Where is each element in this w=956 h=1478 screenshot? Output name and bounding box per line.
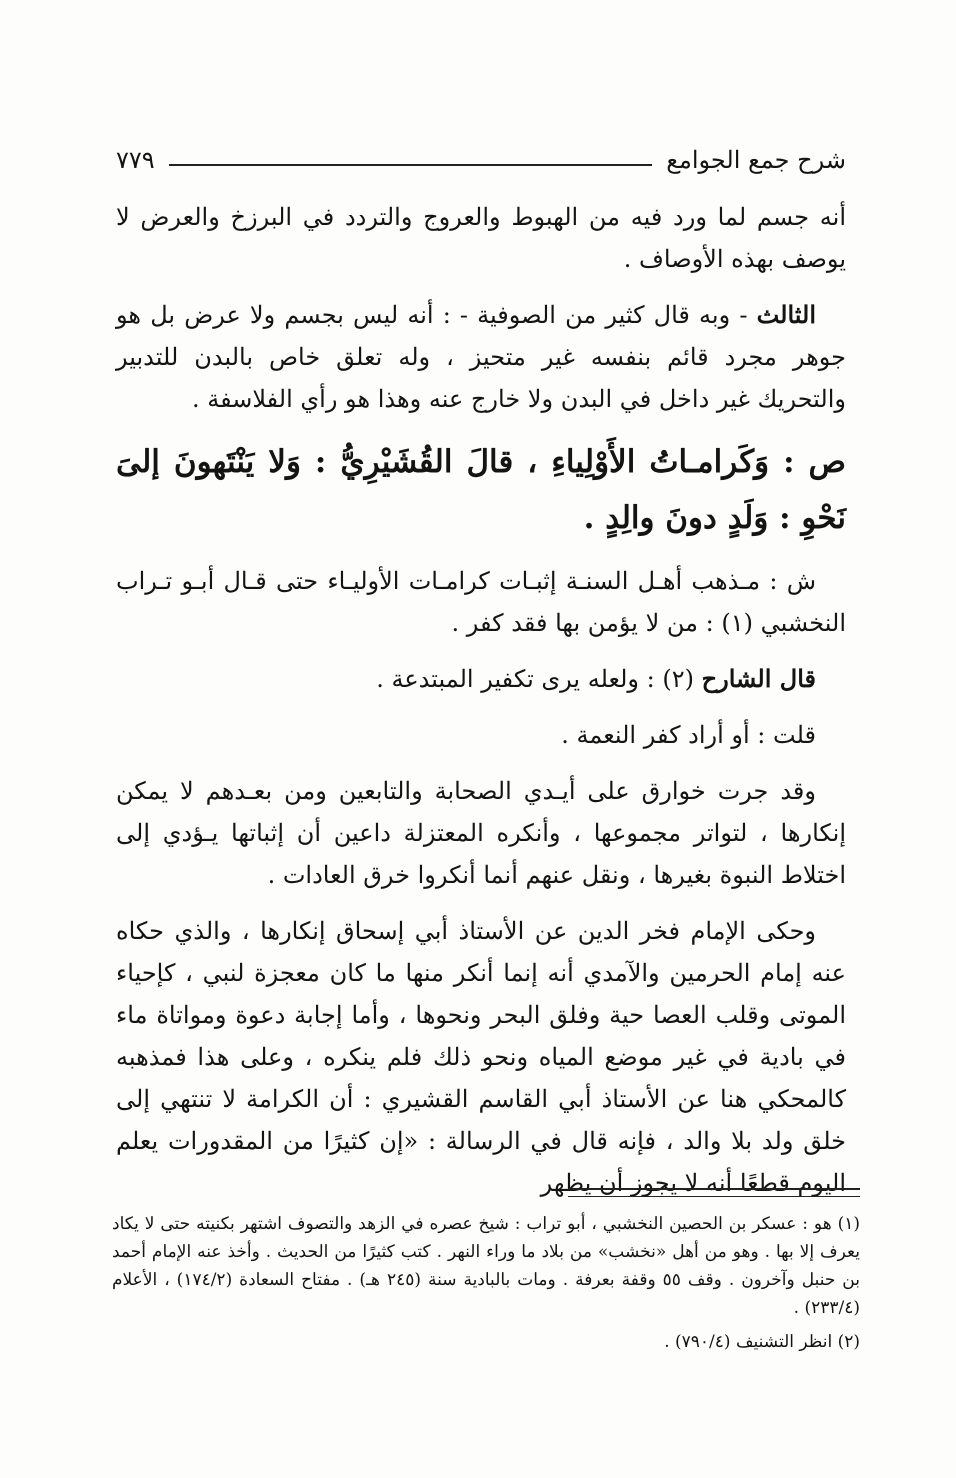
paragraph-1: أنه جسم لما ورد فيه من الهبوط والعروج والتردد في البرزخ والعرض لا يوصف بهذه الأوصاف . <box>116 203 846 273</box>
paragraph-3: ش : مـذهب أهـل السنـة إثبـات كرامـات الأوليـاء حتى قـال أبـو تـراب النخشبي (١) : من لا يؤمن بها فقد كفر . <box>116 567 846 637</box>
paragraph-4-text: (٢) : ولعله يرى تكفير المبتدعة . <box>376 665 702 693</box>
paragraph-2-text: - وبه قال كثير من الصوفية - : أنه ليس بجسم ولا عرض بل هو جوهر مجرد قائم بنفسه غير متحيز ، وله تعلق خاص بالبدن للتدبير والتحريك غير داخل في البدن ولا خارج عنه وهذا هو رأي الفلاسفة . <box>116 301 846 413</box>
paragraph-7: وحكى الإمام فخر الدين عن الأستاذ أبي إسحاق إنكارها ، والذي حكاه عنه إمام الحرمين والآمدي أنه إنما أنكر منها ما كان معجزة لنبي ، كإحياء الموتى وقلب العصا حية وفلق البحر ونحوها ، وأما إجابة دعوة ومواتاة ماء في بادية في غير موضع المياه ونحو ذلك فلم ينكره ، وعلى هذا فمذهبه كالمحكي هنا عن الأستاذ أبي القاسم القشيري : أن الكرامة لا تنتهي إلى خلق ولد بلا والد ، فإنه قال في الرسالة : «إن كثيرًا من المقدورات يعلم اليوم قطعًا أنه لا يجوز أن يظهر <box>116 917 846 1197</box>
paragraph-6: وقد جرت خوارق على أيـدي الصحابة والتابعين ومن بعـدهم لا يمكن إنكارها ، لتواتر مجموعها ، وأنكره المعتزلة داعين أن إثباتها يـؤدي إلى اختلاط النبوة بغيرها ، ونقل عنهم أنما أنكروا خرق العادات . <box>116 777 846 889</box>
footnote-1: (١) هو : عسكر بن الحصين النخشبي ، أبو تراب : شيخ عصره في الزهد والتصوف اشتهر بكنيته حتى لا يكاد يعرف إلا بها . وهو من أهل «نخشب» من بلاد ما وراء النهر . كتب كثيرًا من الحديث . وأخذ عنه الإمام أحمد بن حنبل وآخرون . وقف ٥٥ وقفة بعرفة . ومات بالبادية سنة (٢٤٥ هـ) . مفتاح السعادة (١٧٤/٢) ، الأعلام (٢٣٣/٤) . <box>112 1214 860 1318</box>
page-number: ٧٧٩ <box>116 146 155 174</box>
main-text <box>116 196 846 1218</box>
paragraph-5: قلت : أو أراد كفر النعمة . <box>561 721 816 749</box>
paragraph-4-lead: قال الشارح <box>701 664 816 693</box>
book-title: شرح جمع الجوامع <box>666 146 846 174</box>
matn-text: ص : وَكَرامـاتُ الأَوْلِياءِ ، قالَ القُشَيْرِيُّ : وَلا يَنْتَهونَ إلىَ نَحْوِ : وَلَدٍ دونَ والِدٍ . <box>116 444 846 536</box>
running-header <box>116 140 846 180</box>
paragraph-4 <box>116 658 846 700</box>
footnote-separator <box>568 1188 860 1197</box>
footnotes <box>112 1210 860 1362</box>
header-rule <box>169 164 653 166</box>
paragraph-2 <box>116 294 846 420</box>
footnote-2: (٢) انظر التشنيف (٧٩٠/٤) . <box>664 1332 860 1352</box>
paragraph-2-lead: الثالث <box>756 300 816 329</box>
